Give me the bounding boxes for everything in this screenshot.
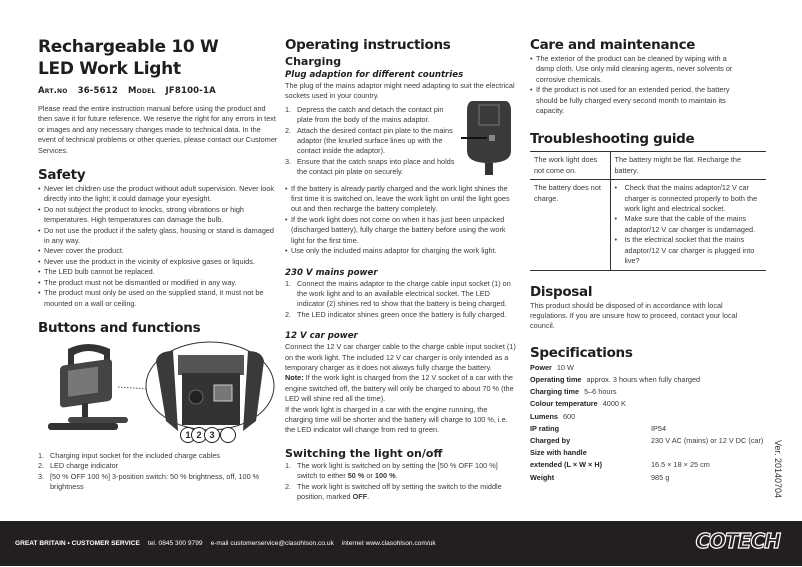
spec-value: 5–6 hours [584, 387, 617, 397]
item-number: 1. [285, 104, 292, 114]
list-item: • Do not use the product if the safety glass, housing or stand is damaged in any way. [38, 226, 278, 247]
buttons-heading: Buttons and functions [38, 319, 201, 336]
running-text: If the work light is charged in a car with the engine running, the charging time will be shorter and the battery will charge to 100 %, i.e. the LED indicator will change from red to green. [285, 404, 508, 435]
item-number: 1. [285, 278, 292, 288]
disposal-text: This product should be disposed of in accordance with local regulations. If you are unsure how to proceed, contact your local council. [530, 300, 738, 331]
footer-bar [0, 521, 802, 566]
car-heading: 12 V car power [285, 331, 358, 342]
callout-3: 3 [204, 427, 220, 443]
problem-cell: The work light does not come on. [530, 152, 610, 180]
item-text: Depress the catch and detach the contact pin plate from the body of the mains adaptor. [297, 104, 444, 125]
spec-row [530, 423, 770, 435]
safety-list [38, 184, 278, 309]
troubleshooting-table [530, 151, 766, 270]
list-item [285, 310, 517, 320]
spec-label: Charging time [530, 387, 580, 397]
column-right [530, 36, 770, 484]
adaptor-illustration [461, 97, 519, 177]
item-text: . [395, 471, 398, 481]
mains-steps [285, 279, 517, 321]
spec-value: 600 [562, 411, 576, 421]
switch-heading: Switching the light on/off [285, 446, 443, 460]
car-text: Connect the 12 V car charger cable to the charge cable input socket (1) on the work light. The included 12 V car charger is only intended as a temporary charger as it does not always fully charge the battery. [285, 342, 516, 372]
footer-phone: tel. 0845 300 9799 [147, 540, 203, 547]
problem-cell: The battery does not charge. [530, 180, 610, 270]
model-label: Model [128, 86, 156, 96]
spec-row [530, 374, 770, 386]
list-item: • Never let children use the product without adult supervision. Never look directly into the light; it could damage your eyesight. [38, 184, 278, 205]
spec-label: Power [530, 362, 552, 372]
item-text: or [364, 471, 375, 481]
spec-label: Colour temperature [530, 399, 598, 409]
note-body: If the work light is charged from the 12 V socket of a car with the engine switched off, the battery will only be charged to about 70 % (the LED will shine red all the time). [285, 373, 514, 404]
version-label: Ver. 20140704 [773, 440, 783, 499]
bold-100: 100 % [374, 471, 396, 481]
item-text: The LED indicator shines green once the battery is fully charged. [297, 309, 507, 319]
column-left [38, 36, 278, 493]
spec-value: 16.5 × 18 × 25 cm [651, 460, 710, 470]
list-item: • Never use the product in the vicinity of explosive gases or liquids. [38, 257, 278, 267]
note-label: Note: [285, 373, 304, 383]
item-number: 3. [285, 156, 292, 166]
spec-value: 10 W [556, 362, 574, 372]
item-text: Charging input socket for the included charge cables [50, 450, 220, 460]
list-item: • If the work light does not come on when it has just been unpacked (discharged battery), fully charge the battery before using the work light for the first time. [285, 215, 517, 246]
specs-heading: Specifications [530, 344, 633, 361]
title-line-1: Rechargeable 10 W [38, 37, 219, 57]
spec-label: Operating time [530, 374, 582, 384]
table-row [530, 180, 766, 270]
list-item [285, 157, 455, 178]
item-text: The work light is switched on by setting the [50 % OFF 100 %] switch to either [297, 460, 498, 481]
specs-list [530, 362, 770, 484]
footer-website: internet www.clasohlson.com/uk [341, 540, 436, 547]
footer-email: e-mail customerservice@clasohlson.co.uk [210, 540, 334, 547]
solution-cell: The battery might be flat. Recharge the battery. [610, 152, 766, 180]
bold-off: OFF [352, 492, 368, 501]
bold-50: 50 % [347, 471, 365, 481]
switch-steps [285, 461, 517, 503]
spec-row [530, 447, 770, 471]
item-text: Connect the mains adaptor to the charge cable input socket (1) on the work light and to an available electrical socket. The LED indicator (2) shines red to show that the battery is being charged. [297, 278, 511, 309]
list-item [285, 461, 517, 482]
disposal-heading: Disposal [530, 283, 593, 300]
work-light-illustration [38, 341, 278, 445]
item-number: 1. [285, 460, 292, 470]
list-item [285, 105, 455, 126]
item-number: 3. [38, 471, 45, 481]
item-text: Attach the desired contact pin plate to the mains adaptor (the knurled surface lines up with the contact inside the adaptor). [297, 125, 453, 156]
mains-heading: 230 V mains power [285, 267, 378, 278]
spec-value: 230 V AC (mains) or 12 V DC (car) [651, 435, 764, 445]
spec-row [530, 386, 770, 398]
list-item: • If the battery is already partly charged and the work light shines the first time it is switched on, leave the work light on until the light goes out and then recharge the battery completely. [285, 184, 517, 215]
model-value: JF8100-1A [165, 86, 216, 96]
art-value: 36-5612 [77, 86, 118, 96]
cotech-logo: COTECH [695, 529, 780, 553]
list-item [38, 461, 278, 471]
spec-row [530, 472, 770, 484]
item-text: The work light is switched off by setting the switch to the middle position, marked [297, 481, 502, 501]
item-text: [50 % OFF 100 %] 3-position switch: 50 % brightness, off, 100 % brightness [50, 471, 260, 492]
list-item [38, 472, 278, 493]
list-item [285, 482, 517, 503]
product-title [38, 36, 278, 80]
item-text: LED charge indicator [50, 461, 119, 471]
charging-heading: Charging [285, 55, 342, 68]
plug-intro: The plug of the mains adaptor might need adapting to suit the electrical sockets used in your country. [285, 81, 515, 101]
spec-label: Weight [530, 472, 555, 482]
list-item: • The product must not be dismantled or modified in any way. [38, 278, 278, 288]
care-heading: Care and maintenance [530, 37, 696, 53]
callout-group [180, 427, 236, 443]
troubleshooting-heading: Troubleshooting guide [530, 131, 695, 148]
spec-value: approx. 3 hours when fully charged [586, 374, 701, 384]
operating-heading: Operating instructions [285, 37, 451, 53]
spec-value: IP54 [651, 423, 667, 433]
callout-2: 2 [191, 427, 207, 443]
spec-value: 4000 K [602, 399, 626, 409]
table-row [530, 152, 766, 180]
list-item: • Never cover the product. [38, 246, 278, 256]
article-info [38, 86, 278, 96]
plug-heading: Plug adaption for different countries [285, 70, 464, 80]
buttons-list [38, 451, 278, 493]
callout-1: 1 [180, 427, 196, 443]
spec-row [530, 411, 770, 423]
solution-cell [610, 180, 766, 270]
item-number: 2. [285, 309, 292, 319]
list-item: • The LED bulb cannot be replaced. [38, 267, 278, 277]
spec-label: IP rating [530, 423, 560, 433]
safety-heading: Safety [38, 167, 86, 184]
item-number: 2. [38, 461, 45, 471]
care-list [530, 54, 740, 116]
item-number: 2. [285, 125, 292, 135]
charging-bullets [285, 184, 517, 257]
list-item [285, 279, 517, 310]
list-item [285, 126, 455, 157]
callout-empty [220, 427, 236, 443]
column-middle [285, 36, 517, 502]
spec-row [530, 398, 770, 410]
plug-steps-block [285, 105, 517, 178]
spec-value: 985 g [651, 472, 670, 482]
item-number: 1. [38, 450, 45, 460]
list-item: • Is the electrical socket that the mains adaptor/12 V car charger is plugged into live? [615, 235, 763, 266]
note-text [285, 373, 517, 404]
item-text: Ensure that the catch snaps into place and holds the contact pin plate on securely. [297, 156, 455, 177]
list-item [38, 451, 278, 461]
title-line-2: LED Work Light [38, 59, 181, 79]
spec-label: Charged by [530, 435, 571, 445]
spec-label: Lumens [530, 411, 558, 421]
list-item: • If the product is not used for an extended period, the battery should be fully charged every second month to maintain its capacity. [530, 85, 740, 116]
art-label: Art.no [38, 86, 68, 96]
footer-region: GREAT BRITAIN • CUSTOMER SERVICE [15, 540, 140, 547]
list-item: • Use only the included mains adaptor for charging the work light. [285, 246, 517, 256]
list-item: • The product must only be used on the supplied stand, it must not be mounted on a wall or ceiling. [38, 288, 278, 309]
item-text: . [367, 492, 370, 501]
intro-text: Please read the entire instruction manual before using the product and then save it for future reference. We reserve the right for any errors in text or images and any necessary changes made to technical data. In the event of technical problems or other queries, please contact our Customer Services. [38, 104, 278, 155]
list-item: • The exterior of the product can be cleaned by wiping with a damp cloth. Use only mild cleaning agents, never solvents or corrosive chemicals. [530, 54, 740, 85]
list-item: • Do not subject the product to knocks, strong vibrations or high temperatures. High temperatures can damage the bulb. [38, 205, 278, 226]
spec-row [530, 362, 770, 374]
spec-label: Size with handle extended (L × W × H) [530, 448, 603, 470]
spec-row [530, 435, 770, 447]
item-number: 2. [285, 481, 292, 491]
plug-steps [285, 105, 455, 178]
list-item: • Make sure that the cable of the mains adaptor/12 V car charger is undamaged. [615, 214, 763, 235]
list-item: • Check that the mains adaptor/12 V car charger is connected properly to both the work light and electrical socket. [615, 183, 763, 214]
